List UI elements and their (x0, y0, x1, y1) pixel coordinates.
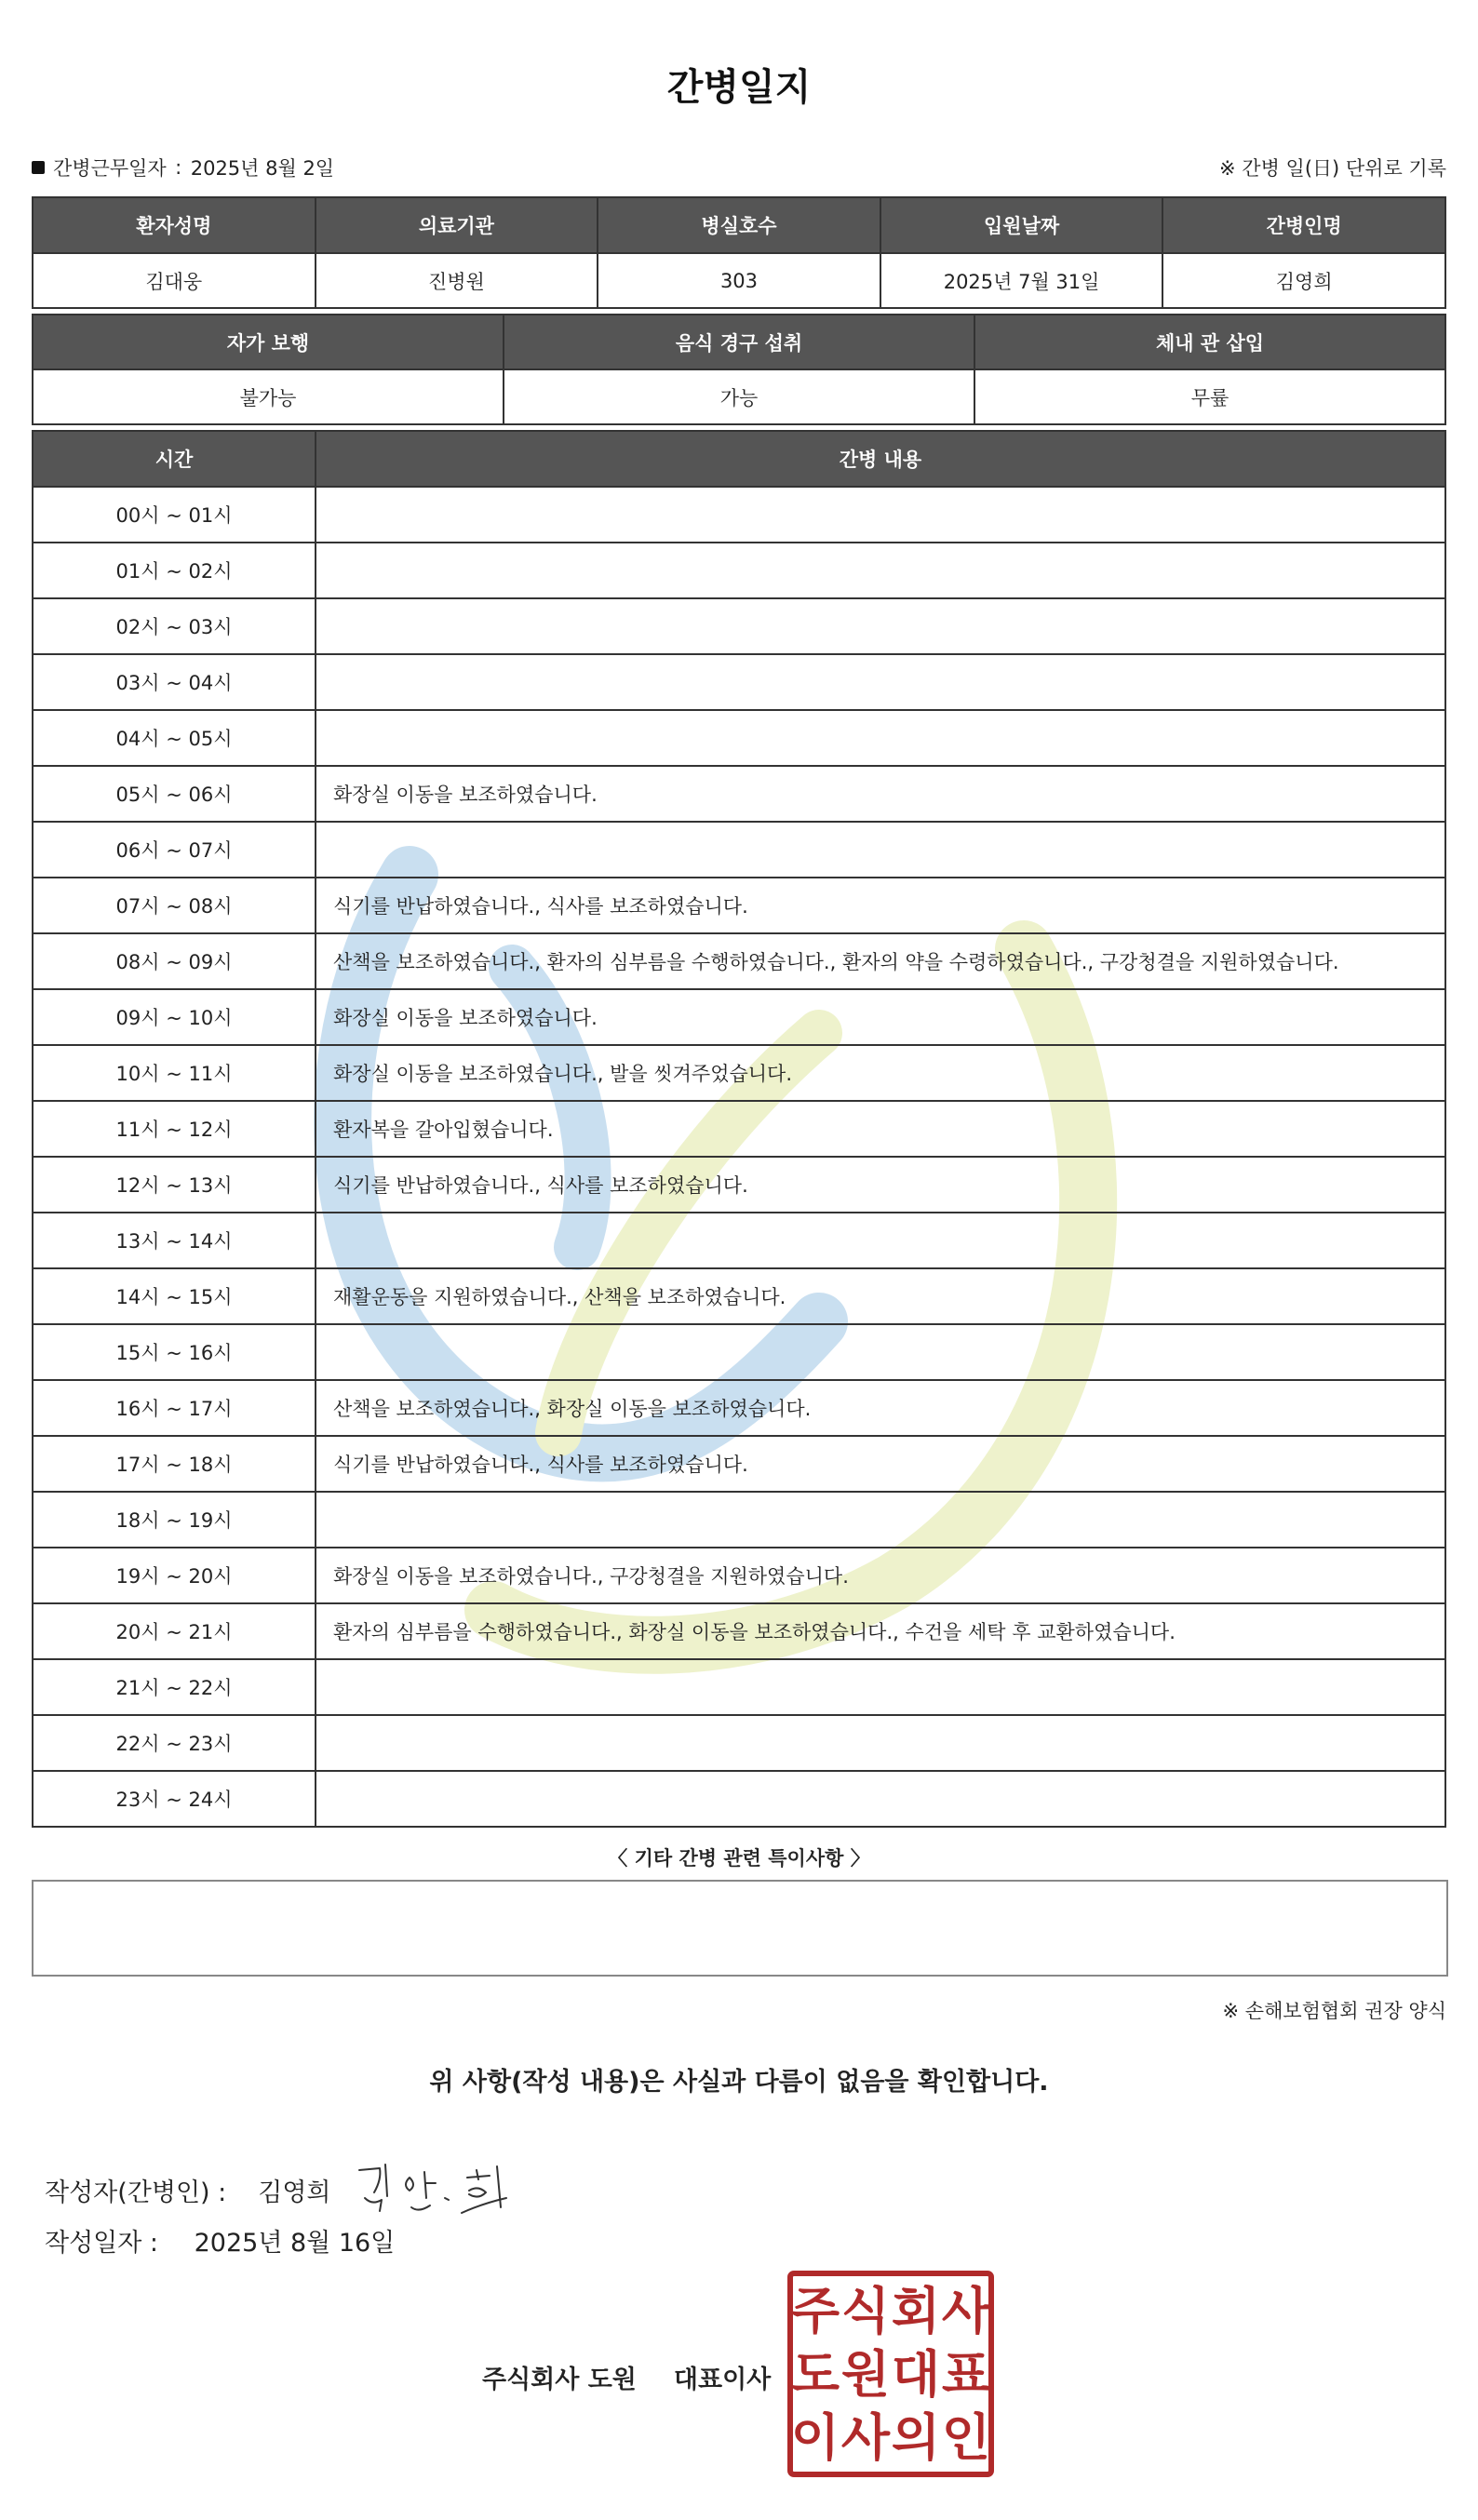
table-row (33, 933, 1445, 989)
table-row (33, 1436, 1445, 1492)
table-row (33, 878, 1445, 933)
document-title: 간병일지 (666, 66, 812, 109)
patient-info-table (32, 196, 1446, 309)
care-content (316, 543, 1445, 598)
seal-character: 이 (790, 2408, 840, 2467)
table-row (33, 1101, 1445, 1157)
table-row (33, 1045, 1445, 1101)
notes-title: 〈 기타 간병 관련 특이사항 〉 (608, 1847, 870, 1870)
time-slot: 23시 ~ 24시 (33, 1771, 316, 1827)
table-row (33, 654, 1445, 710)
care-content (316, 654, 1445, 710)
patient-name: 김대웅 (33, 253, 316, 308)
care-content (316, 598, 1445, 654)
time-slot: 01시 ~ 02시 (33, 543, 316, 598)
hospital-name: 진병원 (316, 253, 598, 308)
bullet-icon (32, 161, 45, 174)
seal-character: 식 (840, 2282, 891, 2340)
work-date (32, 154, 334, 181)
room-number: 303 (598, 253, 880, 308)
time-slot: 02시 ~ 03시 (33, 598, 316, 654)
seal-character: 도 (790, 2345, 840, 2404)
company-name: 주식회사 도원 (482, 2366, 637, 2394)
care-content: 식기를 반납하였습니다., 식사를 보조하였습니다. (316, 1436, 1445, 1492)
admission-date: 2025년 7월 31일 (880, 253, 1163, 308)
table-row (33, 822, 1445, 878)
work-date-value: 2025년 8월 2일 (190, 157, 335, 180)
writer-line (45, 2157, 529, 2222)
header-oral-intake: 음식 경구 섭취 (504, 315, 974, 369)
table-row (33, 1659, 1445, 1715)
care-content: 화장실 이동을 보조하였습니다. (316, 989, 1445, 1045)
care-content (316, 1324, 1445, 1380)
header-walking: 자가 보행 (33, 315, 504, 369)
care-content (316, 1213, 1445, 1268)
header-tube-insertion: 체내 관 삽입 (974, 315, 1445, 369)
care-content: 환자복을 갈아입혔습니다. (316, 1101, 1445, 1157)
table-row (33, 1268, 1445, 1324)
written-date-value: 2025년 8월 16일 (194, 2229, 396, 2258)
table-row (33, 487, 1445, 543)
written-date-label: 작성일자 : (45, 2229, 159, 2258)
time-slot: 13시 ~ 14시 (33, 1213, 316, 1268)
work-date-separator: : (175, 156, 182, 179)
care-content (316, 1771, 1445, 1827)
care-content (316, 1715, 1445, 1771)
care-content (316, 1659, 1445, 1715)
table-row (33, 1213, 1445, 1268)
time-slot: 15시 ~ 16시 (33, 1324, 316, 1380)
tube-insertion-status: 무륲 (974, 369, 1445, 424)
table-row (33, 1715, 1445, 1771)
time-slot: 18시 ~ 19시 (33, 1492, 316, 1548)
care-content: 화장실 이동을 보조하였습니다. (316, 766, 1445, 822)
walking-status: 불가능 (33, 369, 504, 424)
handwritten-signature (352, 2157, 529, 2222)
care-content: 화장실 이동을 보조하였습니다., 구강청결을 지원하였습니다. (316, 1548, 1445, 1603)
care-content (316, 822, 1445, 878)
table-row (33, 1324, 1445, 1380)
care-content: 화장실 이동을 보조하였습니다., 발을 씻겨주었습니다. (316, 1045, 1445, 1101)
seal-character: 인 (941, 2408, 991, 2467)
care-log-body (33, 487, 1445, 1827)
seal-character: 주 (790, 2282, 840, 2340)
table-row (33, 543, 1445, 598)
time-slot: 06시 ~ 07시 (33, 822, 316, 878)
time-slot: 00시 ~ 01시 (33, 487, 316, 543)
table-row (33, 1492, 1445, 1548)
patient-status-table (32, 314, 1446, 425)
seal-character: 사 (941, 2282, 991, 2340)
table-row (33, 1548, 1445, 1603)
time-slot: 05시 ~ 06시 (33, 766, 316, 822)
time-slot: 22시 ~ 23시 (33, 1715, 316, 1771)
table-row (33, 766, 1445, 822)
time-slot: 08시 ~ 09시 (33, 933, 316, 989)
seal-character: 대 (891, 2345, 941, 2404)
table-row (33, 598, 1445, 654)
care-content: 산책을 보조하였습니다., 환자의 심부름을 수행하였습니다., 환자의 약을 수령하였습니다., 구강청결을 지원하였습니다. (316, 933, 1445, 989)
time-slot: 11시 ~ 12시 (33, 1101, 316, 1157)
header-patient-name: 환자성명 (33, 197, 316, 253)
time-slot: 20시 ~ 21시 (33, 1603, 316, 1659)
time-slot: 14시 ~ 15시 (33, 1268, 316, 1324)
care-content (316, 710, 1445, 766)
care-content: 재활운동을 지원하였습니다., 산책을 보조하였습니다. (316, 1268, 1445, 1324)
seal-character: 표 (941, 2345, 991, 2404)
care-content (316, 1492, 1445, 1548)
seal-character: 사 (840, 2408, 891, 2467)
seal-character: 회 (891, 2282, 941, 2340)
time-slot: 17시 ~ 18시 (33, 1436, 316, 1492)
time-slot: 16시 ~ 17시 (33, 1380, 316, 1436)
table-row (33, 1603, 1445, 1659)
notes-box (32, 1880, 1448, 1977)
time-slot: 21시 ~ 22시 (33, 1659, 316, 1715)
seal-character: 의 (891, 2408, 941, 2467)
table-row (33, 989, 1445, 1045)
care-content: 식기를 반납하였습니다., 식사를 보조하였습니다. (316, 878, 1445, 933)
header-time: 시간 (33, 431, 316, 487)
company-title: 대표이사 (673, 2366, 772, 2394)
care-content: 환자의 심부름을 수행하였습니다., 화장실 이동을 보조하였습니다., 수건을 세탁 후 교환하였습니다. (316, 1603, 1445, 1659)
time-slot: 04시 ~ 05시 (33, 710, 316, 766)
time-slot: 07시 ~ 08시 (33, 878, 316, 933)
header-admission-date: 입원날짜 (880, 197, 1163, 253)
seal-character: 원 (840, 2345, 891, 2404)
time-slot: 19시 ~ 20시 (33, 1548, 316, 1603)
time-slot: 03시 ~ 04시 (33, 654, 316, 710)
daily-record-note: ※ 간병 일(日) 단위로 기록 (1219, 157, 1446, 180)
table-row (33, 1157, 1445, 1213)
care-content: 식기를 반납하였습니다., 식사를 보조하였습니다. (316, 1157, 1445, 1213)
care-content (316, 487, 1445, 543)
form-source-note: ※ 손해보험협회 권장 양식 (1222, 2000, 1446, 2022)
confirmation-statement: 위 사항(작성 내용)은 사실과 다름이 없음을 확인합니다. (429, 2068, 1049, 2097)
time-slot: 12시 ~ 13시 (33, 1157, 316, 1213)
time-slot: 10시 ~ 11시 (33, 1045, 316, 1101)
time-slot: 09시 ~ 10시 (33, 989, 316, 1045)
care-log-table (32, 430, 1446, 1828)
header-caregiver-name: 간병인명 (1162, 197, 1445, 253)
care-content: 산책을 보조하였습니다., 화장실 이동을 보조하였습니다. (316, 1380, 1445, 1436)
table-row (33, 1380, 1445, 1436)
company-seal-stamp (787, 2271, 994, 2477)
writer-label: 작성자(간병인) : (45, 2178, 227, 2207)
header-room-number: 병실호수 (598, 197, 880, 253)
header-hospital: 의료기관 (316, 197, 598, 253)
oral-intake-status: 가능 (504, 369, 974, 424)
table-row (33, 710, 1445, 766)
header-care-content: 간병 내용 (316, 431, 1445, 487)
caregiver-name: 김영희 (1162, 253, 1445, 308)
company-line (482, 2359, 771, 2395)
work-date-label: 간병근무일자 (53, 157, 167, 180)
table-row (33, 1771, 1445, 1827)
writer-name: 김영희 (258, 2178, 331, 2207)
written-date-line (45, 2222, 395, 2259)
